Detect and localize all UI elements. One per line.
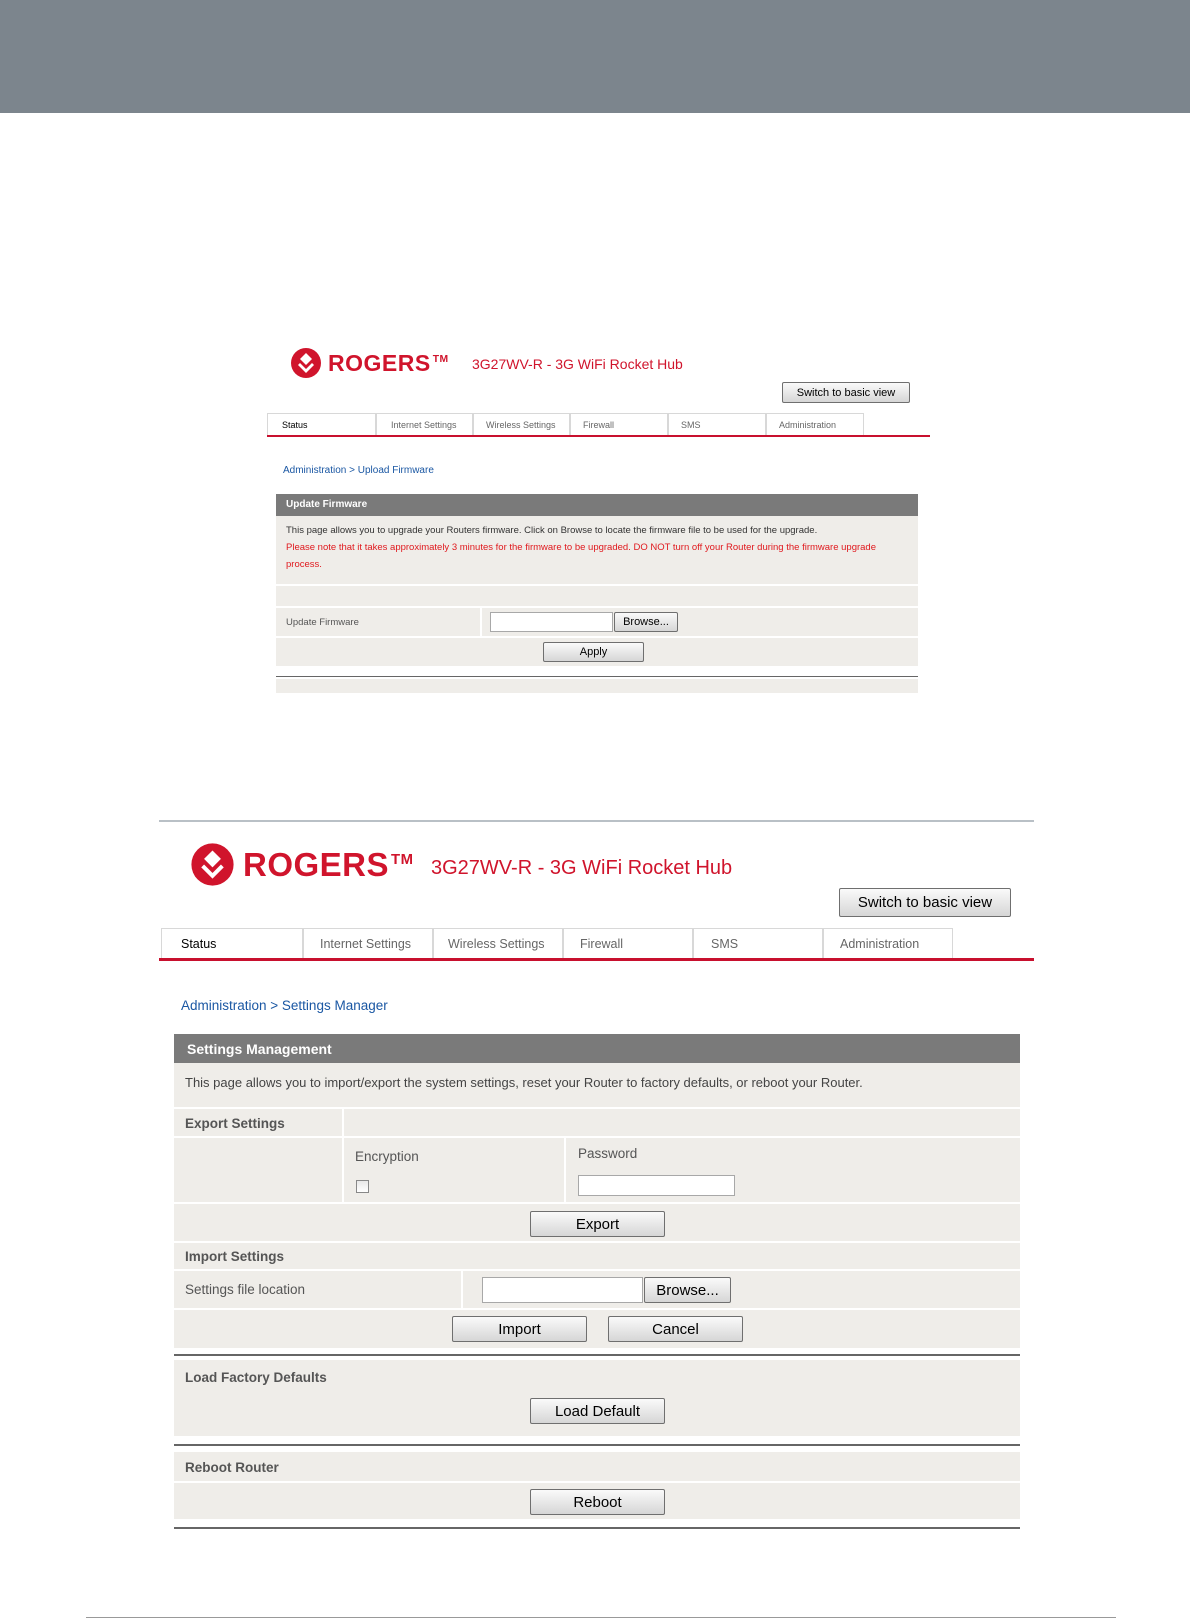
tab-firewall[interactable]: Firewall — [563, 928, 693, 958]
reboot-button-row — [174, 1481, 1020, 1519]
panel-bottom-gap — [276, 666, 918, 676]
section-divider — [174, 1444, 1020, 1446]
rogers-wordmark: ROGERS — [243, 845, 390, 883]
row-separator — [342, 1138, 344, 1204]
nav-red-underline — [267, 435, 930, 437]
rogers-logo-icon — [190, 842, 235, 887]
reboot-router-title: Reboot Router — [185, 1460, 279, 1475]
password-label: Password — [578, 1146, 638, 1161]
panel-bottom-divider — [174, 1527, 1020, 1529]
browse-button[interactable]: Browse... — [614, 612, 678, 632]
tab-sms[interactable]: SMS — [693, 928, 823, 958]
export-button[interactable]: Export — [530, 1211, 665, 1237]
main-nav-tabs — [161, 928, 953, 958]
encryption-label: Encryption — [355, 1149, 419, 1164]
rogers-logo — [190, 842, 413, 887]
import-buttons-row — [174, 1308, 1020, 1348]
firmware-file-input[interactable] — [490, 612, 613, 632]
warning-text: Please note that it takes approximately 3 minutes for the firmware to be upgraded. DO NOT turn off your Router during the firmware upgrade process. — [286, 542, 877, 570]
browse-button[interactable]: Browse... — [644, 1277, 731, 1303]
panel-title: Settings Management — [174, 1034, 1020, 1063]
panel-bottom-divider — [276, 676, 918, 677]
import-button[interactable]: Import — [452, 1316, 587, 1342]
description-text: This page allows you to import/export the system settings, reset your Router to factory defaults, or reboot your Router. — [185, 1075, 863, 1090]
trademark-mark: TM — [432, 353, 449, 365]
description-text: This page allows you to upgrade your Routers firmware. Click on Browse to locate the firmware file to be used for the upgrade. — [286, 525, 818, 536]
firmware-file-row — [276, 606, 918, 636]
spacer-row — [276, 584, 918, 606]
reboot-header-row — [174, 1452, 1020, 1481]
import-file-row — [174, 1269, 1020, 1308]
import-settings-header-row — [174, 1241, 1020, 1269]
tab-internet-settings[interactable]: Internet Settings — [303, 928, 433, 958]
trademark-mark: TM — [391, 851, 414, 868]
rogers-logo-icon — [290, 347, 322, 379]
rogers-wordmark: ROGERS — [328, 349, 431, 376]
settings-management-panel — [174, 1034, 1020, 1529]
document-footer-rule — [86, 1617, 1116, 1618]
row-separator — [564, 1138, 566, 1204]
switch-to-basic-view-button[interactable]: Switch to basic view — [782, 382, 910, 403]
section-divider — [174, 1354, 1020, 1356]
footer-row — [276, 679, 918, 693]
switch-to-basic-view-button[interactable]: Switch to basic view — [839, 888, 1011, 917]
tab-administration[interactable]: Administration — [766, 413, 864, 435]
model-title: 3G27WV-R - 3G WiFi Rocket Hub — [472, 356, 683, 372]
import-settings-title: Import Settings — [185, 1249, 285, 1264]
password-field[interactable] — [578, 1175, 735, 1196]
breadcrumb[interactable]: Administration > Upload Firmware — [283, 465, 434, 476]
panel-title: Update Firmware — [276, 494, 918, 516]
export-button-row — [174, 1202, 1020, 1241]
tab-status[interactable]: Status — [161, 928, 303, 958]
nav-red-underline — [159, 958, 1034, 961]
cancel-button[interactable]: Cancel — [608, 1316, 743, 1342]
tab-wireless-settings[interactable]: Wireless Settings — [473, 413, 570, 435]
settings-file-location-label: Settings file location — [185, 1282, 306, 1297]
tab-firewall[interactable]: Firewall — [570, 413, 668, 435]
tab-internet-settings[interactable]: Internet Settings — [376, 413, 473, 435]
factory-defaults-row — [174, 1360, 1020, 1436]
row-separator — [461, 1271, 463, 1310]
window-top-border — [159, 820, 1034, 822]
apply-button[interactable]: Apply — [543, 642, 644, 662]
settings-screenshot — [159, 820, 1034, 1540]
export-options-row — [174, 1136, 1020, 1202]
tab-administration[interactable]: Administration — [823, 928, 953, 958]
tab-status[interactable]: Status — [267, 413, 376, 435]
load-default-button[interactable]: Load Default — [530, 1398, 665, 1424]
row-separator — [342, 1109, 344, 1138]
load-factory-defaults-title: Load Factory Defaults — [185, 1370, 327, 1385]
tab-wireless-settings[interactable]: Wireless Settings — [433, 928, 563, 958]
rogers-logo — [290, 347, 449, 379]
export-settings-title: Export Settings — [185, 1116, 285, 1131]
apply-row — [276, 636, 918, 666]
firmware-screenshot — [264, 340, 930, 700]
breadcrumb[interactable]: Administration > Settings Manager — [181, 998, 388, 1013]
model-title: 3G27WV-R - 3G WiFi Rocket Hub — [431, 857, 733, 879]
main-nav-tabs — [267, 413, 864, 435]
settings-file-input[interactable] — [482, 1277, 643, 1303]
document-header-bar — [0, 0, 1190, 113]
description-row — [276, 516, 918, 584]
description-row — [174, 1063, 1020, 1107]
encryption-checkbox[interactable] — [356, 1180, 369, 1193]
tab-sms[interactable]: SMS — [668, 413, 766, 435]
update-firmware-label: Update Firmware — [286, 617, 359, 628]
reboot-button[interactable]: Reboot — [530, 1489, 665, 1515]
update-firmware-panel — [276, 494, 918, 693]
export-settings-header-row — [174, 1107, 1020, 1136]
row-separator — [480, 608, 482, 638]
